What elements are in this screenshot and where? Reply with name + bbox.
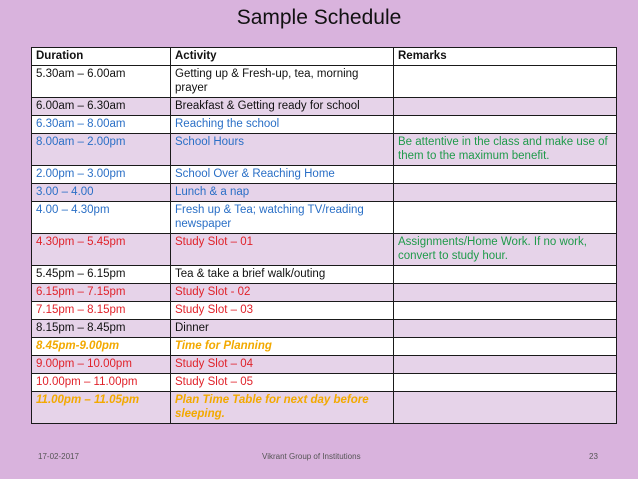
cell-duration: 7.15pm – 8.15pm	[32, 302, 171, 320]
cell-duration: 8.15pm – 8.45pm	[32, 320, 171, 338]
header-activity: Activity	[171, 48, 394, 66]
cell-duration: 5.30am – 6.00am	[32, 66, 171, 98]
table-row	[32, 284, 617, 302]
page-title: Sample Schedule	[236, 6, 402, 29]
table-row	[32, 320, 617, 338]
cell-remarks: Be attentive in the class and make use of them to the maximum benefit.	[394, 134, 617, 166]
table-row	[32, 66, 617, 98]
table-row	[32, 392, 617, 424]
cell-remarks	[394, 116, 617, 134]
cell-activity: Study Slot – 01	[171, 234, 394, 266]
cell-remarks	[394, 66, 617, 98]
table-row	[32, 356, 617, 374]
cell-remarks	[394, 320, 617, 338]
cell-remarks	[394, 338, 617, 356]
cell-activity: School Hours	[171, 134, 394, 166]
footer-date: 17-02-2017	[38, 452, 79, 461]
cell-duration: 3.00 – 4.00	[32, 184, 171, 202]
cell-duration: 11.00pm – 11.05pm	[32, 392, 171, 424]
cell-duration: 4.30pm – 5.45pm	[32, 234, 171, 266]
cell-duration: 8.45pm-9.00pm	[32, 338, 171, 356]
table-row	[32, 98, 617, 116]
cell-activity: Tea & take a brief walk/outing	[171, 266, 394, 284]
footer-page-number: 23	[589, 452, 598, 461]
cell-remarks	[394, 392, 617, 424]
cell-remarks	[394, 356, 617, 374]
table-row	[32, 134, 617, 166]
cell-activity: Fresh up & Tea; watching TV/reading newspaper	[171, 202, 394, 234]
table-row	[32, 166, 617, 184]
cell-duration: 6.15pm – 7.15pm	[32, 284, 171, 302]
cell-remarks: Assignments/Home Work. If no work, convert to study hour.	[394, 234, 617, 266]
cell-duration: 8.00am – 2.00pm	[32, 134, 171, 166]
header-remarks: Remarks	[394, 48, 617, 66]
table-row	[32, 302, 617, 320]
cell-duration: 10.00pm – 11.00pm	[32, 374, 171, 392]
footer-organization: Vikrant Group of Institutions	[262, 452, 361, 461]
header-duration: Duration	[32, 48, 171, 66]
table-row	[32, 184, 617, 202]
cell-remarks	[394, 284, 617, 302]
cell-remarks	[394, 302, 617, 320]
cell-activity: Time for Planning	[171, 338, 394, 356]
cell-remarks	[394, 98, 617, 116]
cell-activity: Study Slot – 05	[171, 374, 394, 392]
cell-duration: 9.00pm – 10.00pm	[32, 356, 171, 374]
cell-remarks	[394, 166, 617, 184]
cell-duration: 5.45pm – 6.15pm	[32, 266, 171, 284]
cell-activity: Getting up & Fresh-up, tea, morning prayer	[171, 66, 394, 98]
cell-duration: 6.00am – 6.30am	[32, 98, 171, 116]
table-row	[32, 202, 617, 234]
cell-activity: School Over & Reaching Home	[171, 166, 394, 184]
cell-activity: Breakfast & Getting ready for school	[171, 98, 394, 116]
cell-remarks	[394, 266, 617, 284]
table-row	[32, 266, 617, 284]
cell-activity: Study Slot – 04	[171, 356, 394, 374]
table-row	[32, 338, 617, 356]
cell-activity: Plan Time Table for next day before sleeping.	[171, 392, 394, 424]
table-row	[32, 234, 617, 266]
cell-duration: 4.00 – 4.30pm	[32, 202, 171, 234]
cell-duration: 6.30am – 8.00am	[32, 116, 171, 134]
cell-remarks	[394, 202, 617, 234]
table-header-row	[32, 48, 617, 66]
table-row	[32, 374, 617, 392]
cell-activity: Study Slot - 02	[171, 284, 394, 302]
cell-activity: Dinner	[171, 320, 394, 338]
cell-activity: Lunch & a nap	[171, 184, 394, 202]
cell-remarks	[394, 374, 617, 392]
cell-activity: Reaching the school	[171, 116, 394, 134]
cell-remarks	[394, 184, 617, 202]
schedule-table	[31, 47, 617, 424]
cell-activity: Study Slot – 03	[171, 302, 394, 320]
cell-duration: 2.00pm – 3.00pm	[32, 166, 171, 184]
table-row	[32, 116, 617, 134]
